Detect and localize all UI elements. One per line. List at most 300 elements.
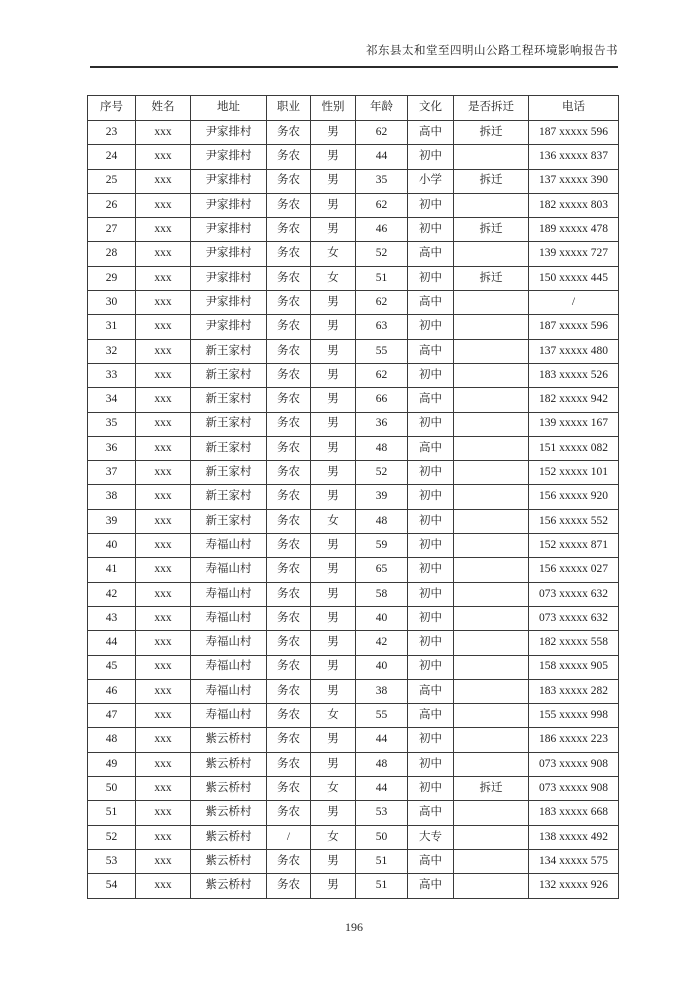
- table-cell: 男: [311, 169, 356, 193]
- table-cell: 152 xxxxx 871: [529, 534, 619, 558]
- table-cell: 62: [356, 291, 408, 315]
- table-row: [88, 777, 619, 801]
- table-cell: [454, 752, 529, 776]
- table-cell: 寿福山村: [191, 631, 267, 655]
- table-cell: 53: [88, 849, 136, 873]
- table-cell: xxx: [136, 801, 191, 825]
- table-cell: 男: [311, 631, 356, 655]
- table-cell: 男: [311, 655, 356, 679]
- table-header-row: [88, 96, 619, 121]
- table-cell: 40: [88, 534, 136, 558]
- table-cell: xxx: [136, 631, 191, 655]
- table-cell: 新王家村: [191, 412, 267, 436]
- table-cell: 30: [88, 291, 136, 315]
- table-row: [88, 728, 619, 752]
- table-cell: [454, 145, 529, 169]
- table-cell: 49: [88, 752, 136, 776]
- table-cell: xxx: [136, 388, 191, 412]
- table-cell: 38: [88, 485, 136, 509]
- table-cell: 48: [356, 509, 408, 533]
- table-cell: 务农: [267, 145, 311, 169]
- table-cell: 务农: [267, 169, 311, 193]
- table-cell: 45: [88, 655, 136, 679]
- table-cell: 高中: [408, 121, 454, 145]
- table-cell: 男: [311, 193, 356, 217]
- table-cell: 寿福山村: [191, 534, 267, 558]
- table-row: [88, 631, 619, 655]
- column-header: 地址: [191, 96, 267, 121]
- table-cell: 紫云桥村: [191, 801, 267, 825]
- table-cell: xxx: [136, 363, 191, 387]
- table-cell: [454, 849, 529, 873]
- table-cell: 初中: [408, 461, 454, 485]
- table-cell: 男: [311, 582, 356, 606]
- table-cell: xxx: [136, 825, 191, 849]
- table-cell: 132 xxxxx 926: [529, 874, 619, 898]
- table-cell: 53: [356, 801, 408, 825]
- table-cell: 尹家排村: [191, 145, 267, 169]
- resident-survey-table: [87, 95, 619, 899]
- table-cell: 62: [356, 121, 408, 145]
- table-row: [88, 315, 619, 339]
- table-cell: 46: [88, 679, 136, 703]
- table-cell: 寿福山村: [191, 606, 267, 630]
- table-cell: 尹家排村: [191, 218, 267, 242]
- table-cell: xxx: [136, 291, 191, 315]
- table-cell: /: [267, 825, 311, 849]
- table-cell: 男: [311, 752, 356, 776]
- table-cell: 156 xxxxx 920: [529, 485, 619, 509]
- table-cell: xxx: [136, 679, 191, 703]
- table-cell: xxx: [136, 266, 191, 290]
- table-row: [88, 752, 619, 776]
- table-row: [88, 218, 619, 242]
- table-row: [88, 169, 619, 193]
- table-cell: 66: [356, 388, 408, 412]
- table-cell: 52: [88, 825, 136, 849]
- table-cell: 男: [311, 679, 356, 703]
- table-cell: 183 xxxxx 282: [529, 679, 619, 703]
- table-cell: 男: [311, 388, 356, 412]
- table-cell: 务农: [267, 485, 311, 509]
- table-cell: 男: [311, 728, 356, 752]
- table-cell: 大专: [408, 825, 454, 849]
- table-cell: 高中: [408, 436, 454, 460]
- table-cell: 37: [88, 461, 136, 485]
- table-cell: 务农: [267, 752, 311, 776]
- table-cell: 新王家村: [191, 388, 267, 412]
- table-cell: 紫云桥村: [191, 825, 267, 849]
- table-row: [88, 849, 619, 873]
- table-cell: [454, 534, 529, 558]
- table-cell: 52: [356, 242, 408, 266]
- table-row: [88, 485, 619, 509]
- table-cell: [454, 509, 529, 533]
- table-cell: 35: [356, 169, 408, 193]
- table-cell: 寿福山村: [191, 704, 267, 728]
- table-cell: 寿福山村: [191, 558, 267, 582]
- table-cell: 务农: [267, 509, 311, 533]
- table-cell: 23: [88, 121, 136, 145]
- table-cell: xxx: [136, 704, 191, 728]
- table-cell: 26: [88, 193, 136, 217]
- table-row: [88, 193, 619, 217]
- table-cell: 寿福山村: [191, 582, 267, 606]
- table-row: [88, 461, 619, 485]
- table-cell: 65: [356, 558, 408, 582]
- table-cell: [454, 801, 529, 825]
- table-cell: 初中: [408, 145, 454, 169]
- table-cell: 拆迁: [454, 218, 529, 242]
- table-row: [88, 704, 619, 728]
- table-cell: 务农: [267, 801, 311, 825]
- column-header: 文化: [408, 96, 454, 121]
- table-cell: xxx: [136, 582, 191, 606]
- table-cell: 151 xxxxx 082: [529, 436, 619, 460]
- table-cell: 初中: [408, 509, 454, 533]
- table-cell: xxx: [136, 218, 191, 242]
- table-cell: 尹家排村: [191, 242, 267, 266]
- table-cell: 59: [356, 534, 408, 558]
- table-cell: 139 xxxxx 167: [529, 412, 619, 436]
- table-cell: 务农: [267, 849, 311, 873]
- table-cell: 男: [311, 412, 356, 436]
- table-cell: 42: [88, 582, 136, 606]
- table-cell: xxx: [136, 121, 191, 145]
- table-row: [88, 558, 619, 582]
- table-cell: 女: [311, 704, 356, 728]
- table-cell: 158 xxxxx 905: [529, 655, 619, 679]
- table-cell: 拆迁: [454, 777, 529, 801]
- table-cell: 初中: [408, 363, 454, 387]
- table-cell: 尹家排村: [191, 315, 267, 339]
- table-cell: 新王家村: [191, 363, 267, 387]
- table-cell: 52: [356, 461, 408, 485]
- table-cell: 女: [311, 266, 356, 290]
- table-cell: [454, 436, 529, 460]
- table-cell: 139 xxxxx 727: [529, 242, 619, 266]
- table-row: [88, 145, 619, 169]
- table-cell: 高中: [408, 679, 454, 703]
- table-cell: 48: [356, 436, 408, 460]
- table-cell: 拆迁: [454, 266, 529, 290]
- table-cell: 高中: [408, 291, 454, 315]
- table-cell: 44: [356, 728, 408, 752]
- table-cell: 男: [311, 849, 356, 873]
- table-cell: 54: [88, 874, 136, 898]
- table-cell: 男: [311, 606, 356, 630]
- table-cell: 183 xxxxx 526: [529, 363, 619, 387]
- table-cell: 186 xxxxx 223: [529, 728, 619, 752]
- table-cell: 务农: [267, 461, 311, 485]
- table-cell: 高中: [408, 874, 454, 898]
- table-cell: 155 xxxxx 998: [529, 704, 619, 728]
- table-cell: [454, 558, 529, 582]
- table-cell: 32: [88, 339, 136, 363]
- table-cell: 拆迁: [454, 169, 529, 193]
- table-cell: 初中: [408, 655, 454, 679]
- table-cell: 务农: [267, 412, 311, 436]
- table-cell: [454, 242, 529, 266]
- table-cell: [454, 461, 529, 485]
- table-row: [88, 509, 619, 533]
- table-cell: 男: [311, 315, 356, 339]
- table-cell: 62: [356, 193, 408, 217]
- column-header: 序号: [88, 96, 136, 121]
- column-header: 职业: [267, 96, 311, 121]
- table-cell: 073 xxxxx 908: [529, 752, 619, 776]
- table-cell: 男: [311, 801, 356, 825]
- table-cell: 高中: [408, 704, 454, 728]
- table-cell: 152 xxxxx 101: [529, 461, 619, 485]
- table-cell: 63: [356, 315, 408, 339]
- table-cell: 务农: [267, 436, 311, 460]
- table-cell: 50: [356, 825, 408, 849]
- table-cell: [454, 704, 529, 728]
- table-row: [88, 291, 619, 315]
- table-cell: 紫云桥村: [191, 849, 267, 873]
- column-header: 电话: [529, 96, 619, 121]
- table-cell: 高中: [408, 801, 454, 825]
- table-cell: 初中: [408, 485, 454, 509]
- table-header: [88, 96, 619, 121]
- table-cell: xxx: [136, 436, 191, 460]
- table-cell: 41: [88, 558, 136, 582]
- table-row: [88, 339, 619, 363]
- table-cell: [454, 631, 529, 655]
- table-row: [88, 874, 619, 898]
- table-cell: 拆迁: [454, 121, 529, 145]
- table-cell: 务农: [267, 193, 311, 217]
- table-cell: 务农: [267, 121, 311, 145]
- table-cell: 138 xxxxx 492: [529, 825, 619, 849]
- table-cell: 29: [88, 266, 136, 290]
- table-cell: [454, 582, 529, 606]
- table-cell: [454, 291, 529, 315]
- table-cell: 24: [88, 145, 136, 169]
- table-cell: 073 xxxxx 632: [529, 606, 619, 630]
- table-cell: 073 xxxxx 632: [529, 582, 619, 606]
- table-cell: 51: [356, 266, 408, 290]
- table-row: [88, 266, 619, 290]
- table-cell: 男: [311, 291, 356, 315]
- table-cell: 紫云桥村: [191, 777, 267, 801]
- table-row: [88, 242, 619, 266]
- table-cell: xxx: [136, 461, 191, 485]
- table-cell: 51: [88, 801, 136, 825]
- table-cell: 男: [311, 145, 356, 169]
- table-cell: 务农: [267, 218, 311, 242]
- table-cell: 25: [88, 169, 136, 193]
- table-row: [88, 363, 619, 387]
- table-cell: [454, 412, 529, 436]
- table-cell: 务农: [267, 388, 311, 412]
- table-cell: 39: [356, 485, 408, 509]
- table-cell: 40: [356, 606, 408, 630]
- table-cell: 50: [88, 777, 136, 801]
- table-cell: xxx: [136, 509, 191, 533]
- table-cell: 44: [356, 777, 408, 801]
- table-cell: 137 xxxxx 390: [529, 169, 619, 193]
- table-cell: 尹家排村: [191, 266, 267, 290]
- table-cell: xxx: [136, 145, 191, 169]
- table-cell: 182 xxxxx 803: [529, 193, 619, 217]
- table-cell: /: [529, 291, 619, 315]
- column-header: 年龄: [356, 96, 408, 121]
- page-number: 196: [345, 920, 363, 934]
- table-cell: [454, 485, 529, 509]
- table-cell: 初中: [408, 558, 454, 582]
- table-cell: 62: [356, 363, 408, 387]
- table-row: [88, 582, 619, 606]
- table-cell: 182 xxxxx 558: [529, 631, 619, 655]
- table-cell: 134 xxxxx 575: [529, 849, 619, 873]
- table-cell: xxx: [136, 339, 191, 363]
- table-cell: [454, 315, 529, 339]
- table-cell: xxx: [136, 728, 191, 752]
- table-cell: 务农: [267, 266, 311, 290]
- table-cell: 高中: [408, 339, 454, 363]
- table-cell: 男: [311, 534, 356, 558]
- table-row: [88, 801, 619, 825]
- table-row: [88, 655, 619, 679]
- table-cell: 男: [311, 218, 356, 242]
- table-cell: 男: [311, 874, 356, 898]
- table-cell: 新王家村: [191, 339, 267, 363]
- table-cell: 务农: [267, 728, 311, 752]
- table-cell: 女: [311, 777, 356, 801]
- table-cell: 务农: [267, 631, 311, 655]
- table-cell: 初中: [408, 315, 454, 339]
- table-row: [88, 679, 619, 703]
- table-cell: 36: [356, 412, 408, 436]
- table-cell: 高中: [408, 388, 454, 412]
- table-cell: xxx: [136, 752, 191, 776]
- table-cell: [454, 388, 529, 412]
- table-cell: 137 xxxxx 480: [529, 339, 619, 363]
- table-cell: 初中: [408, 631, 454, 655]
- table-cell: 务农: [267, 534, 311, 558]
- table-cell: 51: [356, 874, 408, 898]
- table-cell: xxx: [136, 606, 191, 630]
- table-cell: xxx: [136, 315, 191, 339]
- table-cell: 女: [311, 242, 356, 266]
- table-cell: 156 xxxxx 027: [529, 558, 619, 582]
- table-cell: 150 xxxxx 445: [529, 266, 619, 290]
- table-cell: 紫云桥村: [191, 874, 267, 898]
- table-cell: 尹家排村: [191, 193, 267, 217]
- table-cell: xxx: [136, 412, 191, 436]
- table-cell: 33: [88, 363, 136, 387]
- table-cell: 初中: [408, 777, 454, 801]
- table-cell: [454, 679, 529, 703]
- table-cell: 紫云桥村: [191, 728, 267, 752]
- table-cell: 新王家村: [191, 509, 267, 533]
- table-cell: 34: [88, 388, 136, 412]
- table-cell: 136 xxxxx 837: [529, 145, 619, 169]
- table-cell: 初中: [408, 534, 454, 558]
- table-cell: [454, 193, 529, 217]
- table-row: [88, 436, 619, 460]
- table-cell: xxx: [136, 534, 191, 558]
- table-cell: 务农: [267, 777, 311, 801]
- table-cell: 189 xxxxx 478: [529, 218, 619, 242]
- table-cell: 48: [356, 752, 408, 776]
- table-cell: 40: [356, 655, 408, 679]
- table-cell: 初中: [408, 582, 454, 606]
- table-cell: 男: [311, 461, 356, 485]
- table-cell: 58: [356, 582, 408, 606]
- table-cell: 务农: [267, 655, 311, 679]
- table-cell: [454, 728, 529, 752]
- table-cell: 183 xxxxx 668: [529, 801, 619, 825]
- table-cell: 务农: [267, 606, 311, 630]
- table-cell: 初中: [408, 606, 454, 630]
- table-cell: [454, 825, 529, 849]
- table-cell: 女: [311, 509, 356, 533]
- table-cell: 27: [88, 218, 136, 242]
- table-cell: xxx: [136, 849, 191, 873]
- table-cell: 务农: [267, 339, 311, 363]
- table-cell: xxx: [136, 485, 191, 509]
- table-cell: 务农: [267, 291, 311, 315]
- table-cell: 男: [311, 485, 356, 509]
- table-cell: xxx: [136, 558, 191, 582]
- page-header-title: 祁东县太和堂至四明山公路工程环境影响报告书: [90, 42, 618, 68]
- table-cell: 务农: [267, 874, 311, 898]
- table-cell: 187 xxxxx 596: [529, 121, 619, 145]
- table-body: [88, 121, 619, 899]
- table-cell: 28: [88, 242, 136, 266]
- column-header: 姓名: [136, 96, 191, 121]
- table-cell: 31: [88, 315, 136, 339]
- table-cell: 新王家村: [191, 485, 267, 509]
- table-cell: 55: [356, 339, 408, 363]
- table-row: [88, 825, 619, 849]
- table-cell: 务农: [267, 679, 311, 703]
- table-cell: 新王家村: [191, 436, 267, 460]
- table-cell: 初中: [408, 193, 454, 217]
- table-cell: [454, 874, 529, 898]
- table-cell: 初中: [408, 728, 454, 752]
- table-cell: 女: [311, 825, 356, 849]
- table-cell: xxx: [136, 874, 191, 898]
- table-cell: 44: [88, 631, 136, 655]
- table-cell: xxx: [136, 777, 191, 801]
- table-cell: 尹家排村: [191, 291, 267, 315]
- table-row: [88, 121, 619, 145]
- table-cell: xxx: [136, 655, 191, 679]
- table-cell: 寿福山村: [191, 679, 267, 703]
- table-row: [88, 412, 619, 436]
- table-cell: [454, 363, 529, 387]
- table-cell: 初中: [408, 218, 454, 242]
- table-cell: 高中: [408, 849, 454, 873]
- table-cell: 男: [311, 558, 356, 582]
- table-row: [88, 534, 619, 558]
- table-cell: 务农: [267, 315, 311, 339]
- table-cell: 尹家排村: [191, 121, 267, 145]
- table-cell: 新王家村: [191, 461, 267, 485]
- table-cell: 44: [356, 145, 408, 169]
- table-cell: 156 xxxxx 552: [529, 509, 619, 533]
- table-cell: [454, 339, 529, 363]
- table-row: [88, 606, 619, 630]
- column-header: 是否拆迁: [454, 96, 529, 121]
- table-cell: [454, 606, 529, 630]
- table-cell: 务农: [267, 363, 311, 387]
- table-cell: 尹家排村: [191, 169, 267, 193]
